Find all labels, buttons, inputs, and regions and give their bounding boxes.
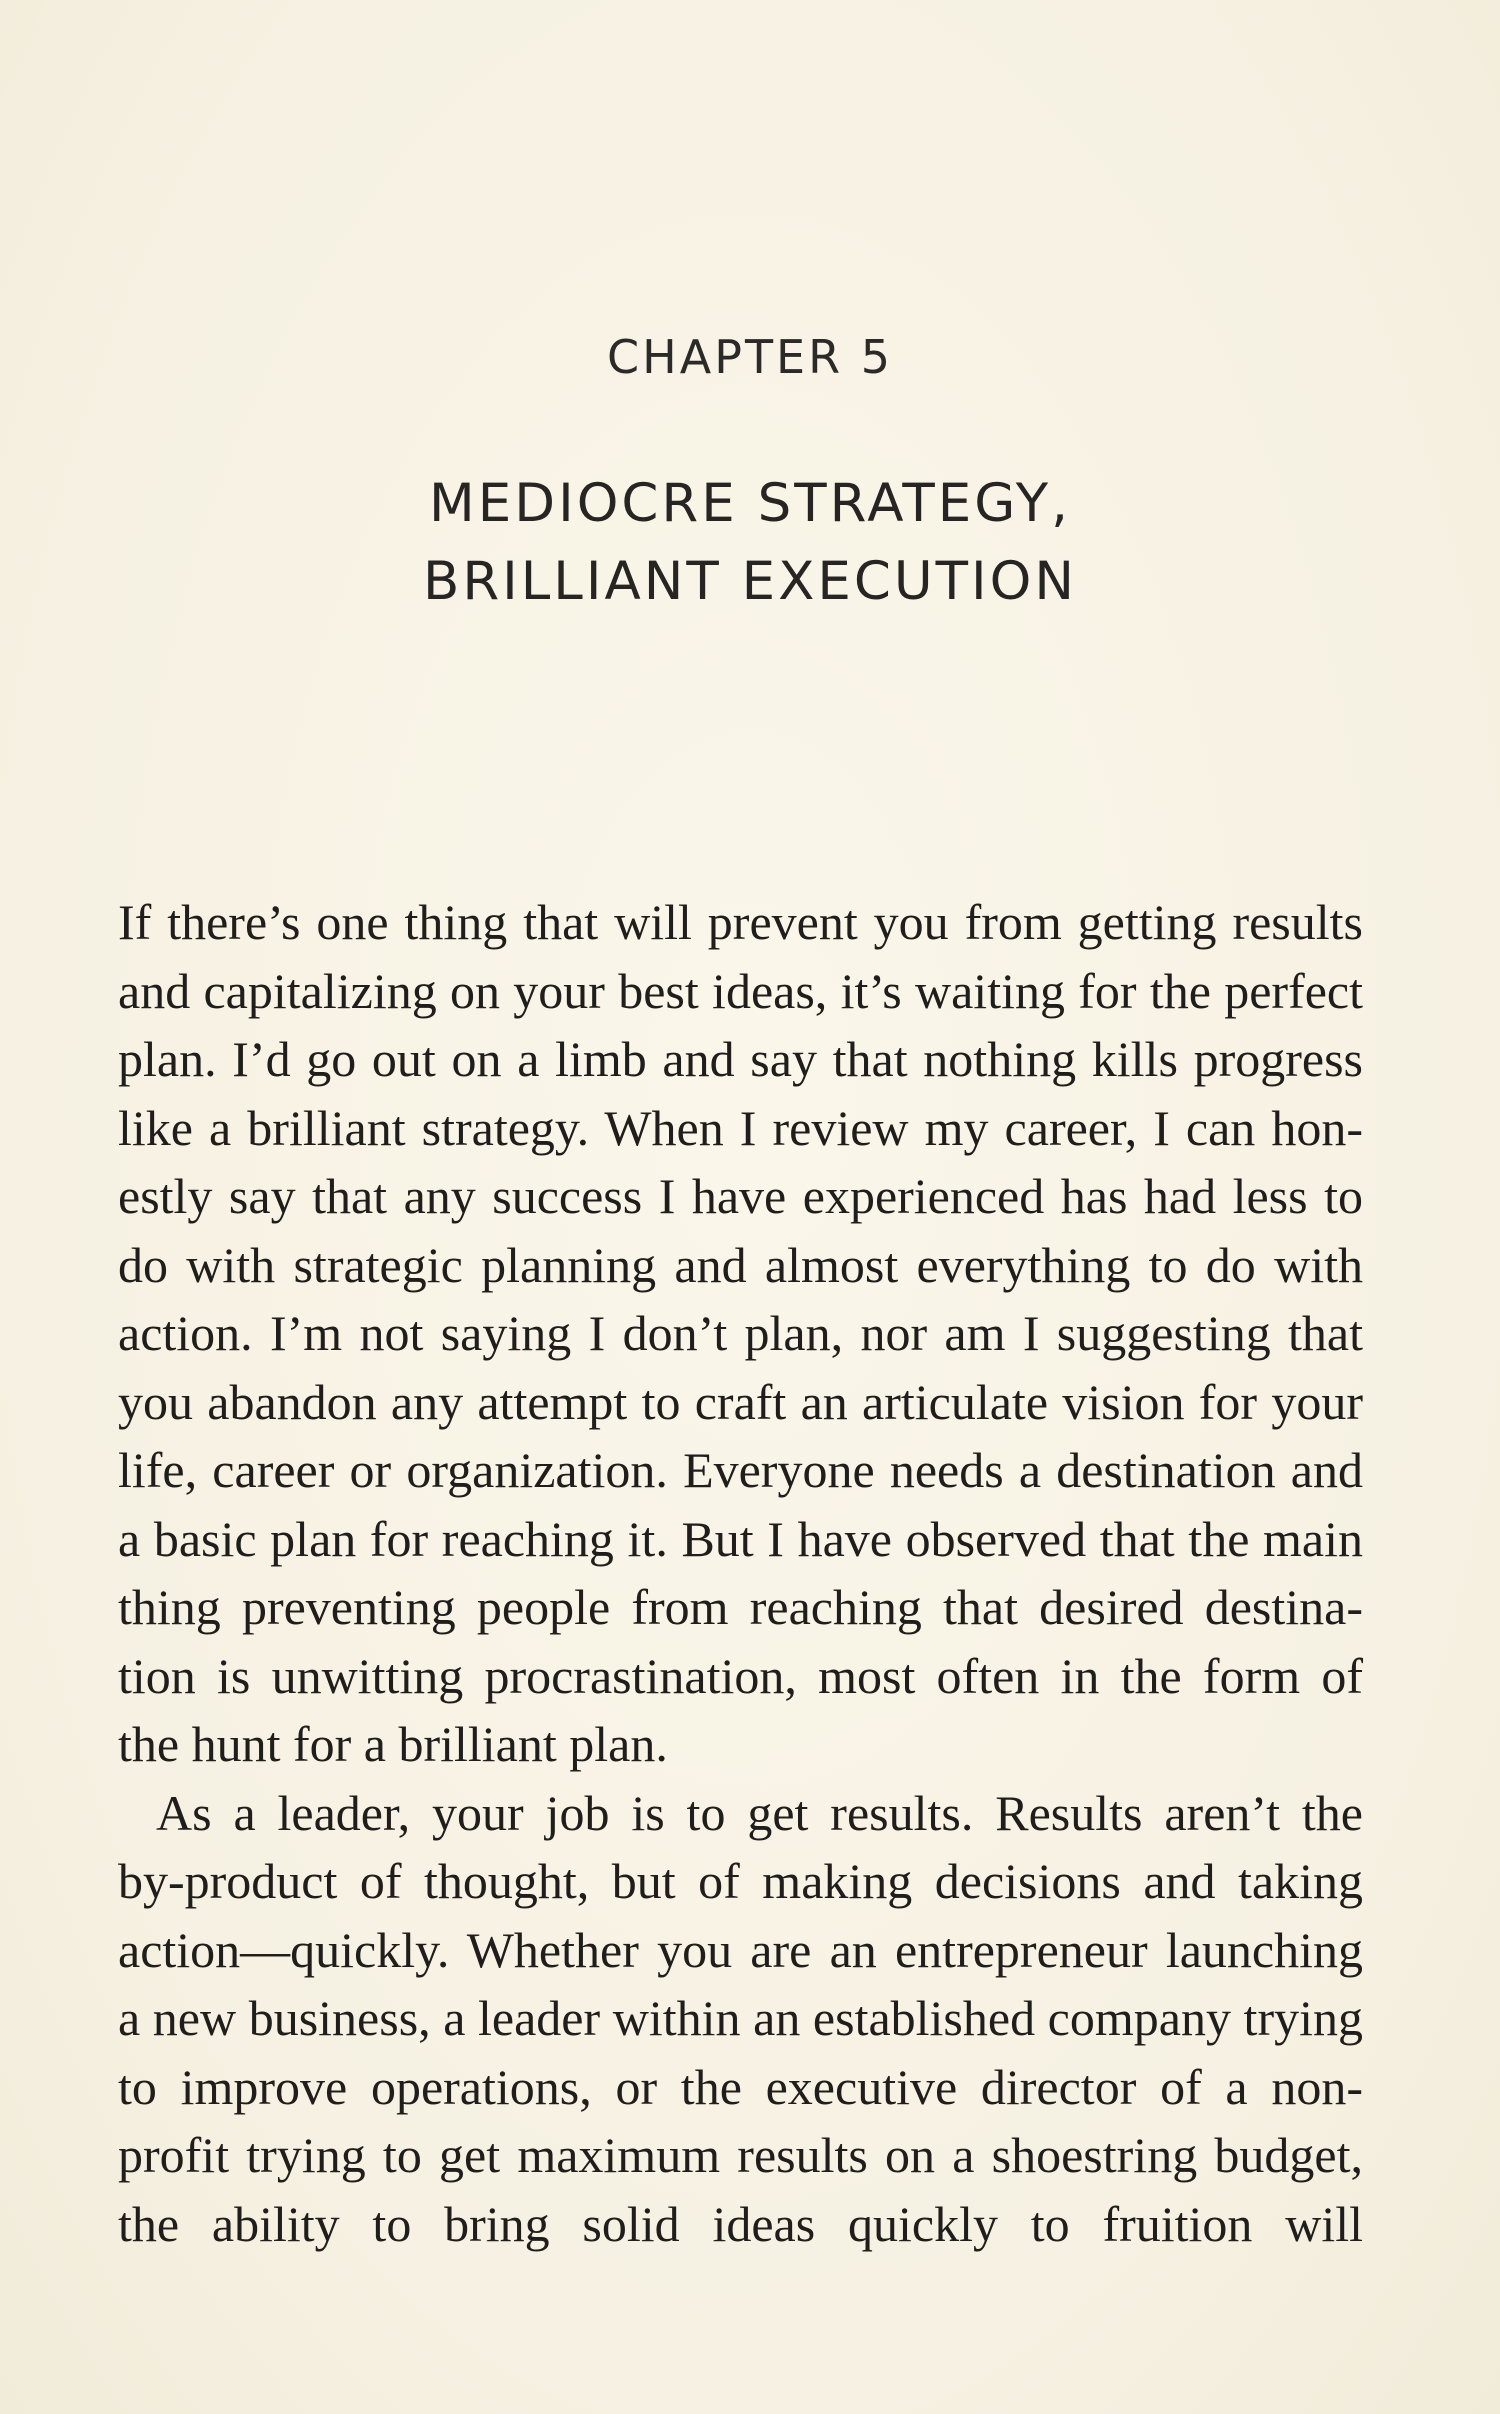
paragraph-last-line: the hunt for a brilliant plan.: [118, 1716, 668, 1772]
text-line: do with strategic planning and almost everything to do with: [118, 1236, 1363, 1293]
text-line: and capitalizing on your best ideas, it’s waiting for the perfect: [118, 962, 1363, 1019]
text-line: tion is unwitting procrastination, most often in the form of: [118, 1647, 1363, 1704]
text-line: you abandon any attempt to craft an articulate vision for your: [118, 1373, 1363, 1430]
chapter-title-line: MEDIOCRE STRATEGY,: [429, 473, 1071, 534]
text-line: action—quickly. Whether you are an entrepreneur launching: [118, 1921, 1363, 1978]
text-line: a new business, a leader within an established company trying: [118, 1990, 1363, 2046]
text-line: plan. I’d go out on a limb and say that nothing kills progress: [118, 1031, 1363, 1087]
text-line: If there’s one thing that will prevent you from getting results: [118, 894, 1363, 950]
body-text: [118, 888, 1363, 2258]
text-line: estly say that any success I have experienced has had less to: [118, 1168, 1363, 1224]
text-line: action. I’m not saying I don’t plan, nor am I suggesting that: [118, 1305, 1363, 1361]
text-line: life, career or organization. Everyone needs a destination and: [118, 1442, 1363, 1498]
paragraph-first-line: As a leader, your job is to get results. Results aren’t the: [156, 1784, 1363, 1841]
text-line: to improve operations, or the executive director of a non-: [118, 2058, 1363, 2115]
chapter-title: [0, 465, 1500, 621]
text-line: profit trying to get maximum results on a shoestring budget,: [118, 2127, 1363, 2183]
chapter-number: CHAPTER 5: [607, 330, 893, 384]
text-line: a basic plan for reaching it. But I have observed that the main: [118, 1510, 1363, 1567]
text-line: by-product of thought, but of making decisions and taking: [118, 1853, 1363, 1909]
text-line: the ability to bring solid ideas quickly to fruition will: [118, 2195, 1363, 2252]
chapter-title-line: BRILLIANT EXECUTION: [422, 551, 1078, 612]
text-line: thing preventing people from reaching that desired destina-: [118, 1579, 1363, 1635]
text-line: like a brilliant strategy. When I review my career, I can hon-: [118, 1099, 1363, 1156]
